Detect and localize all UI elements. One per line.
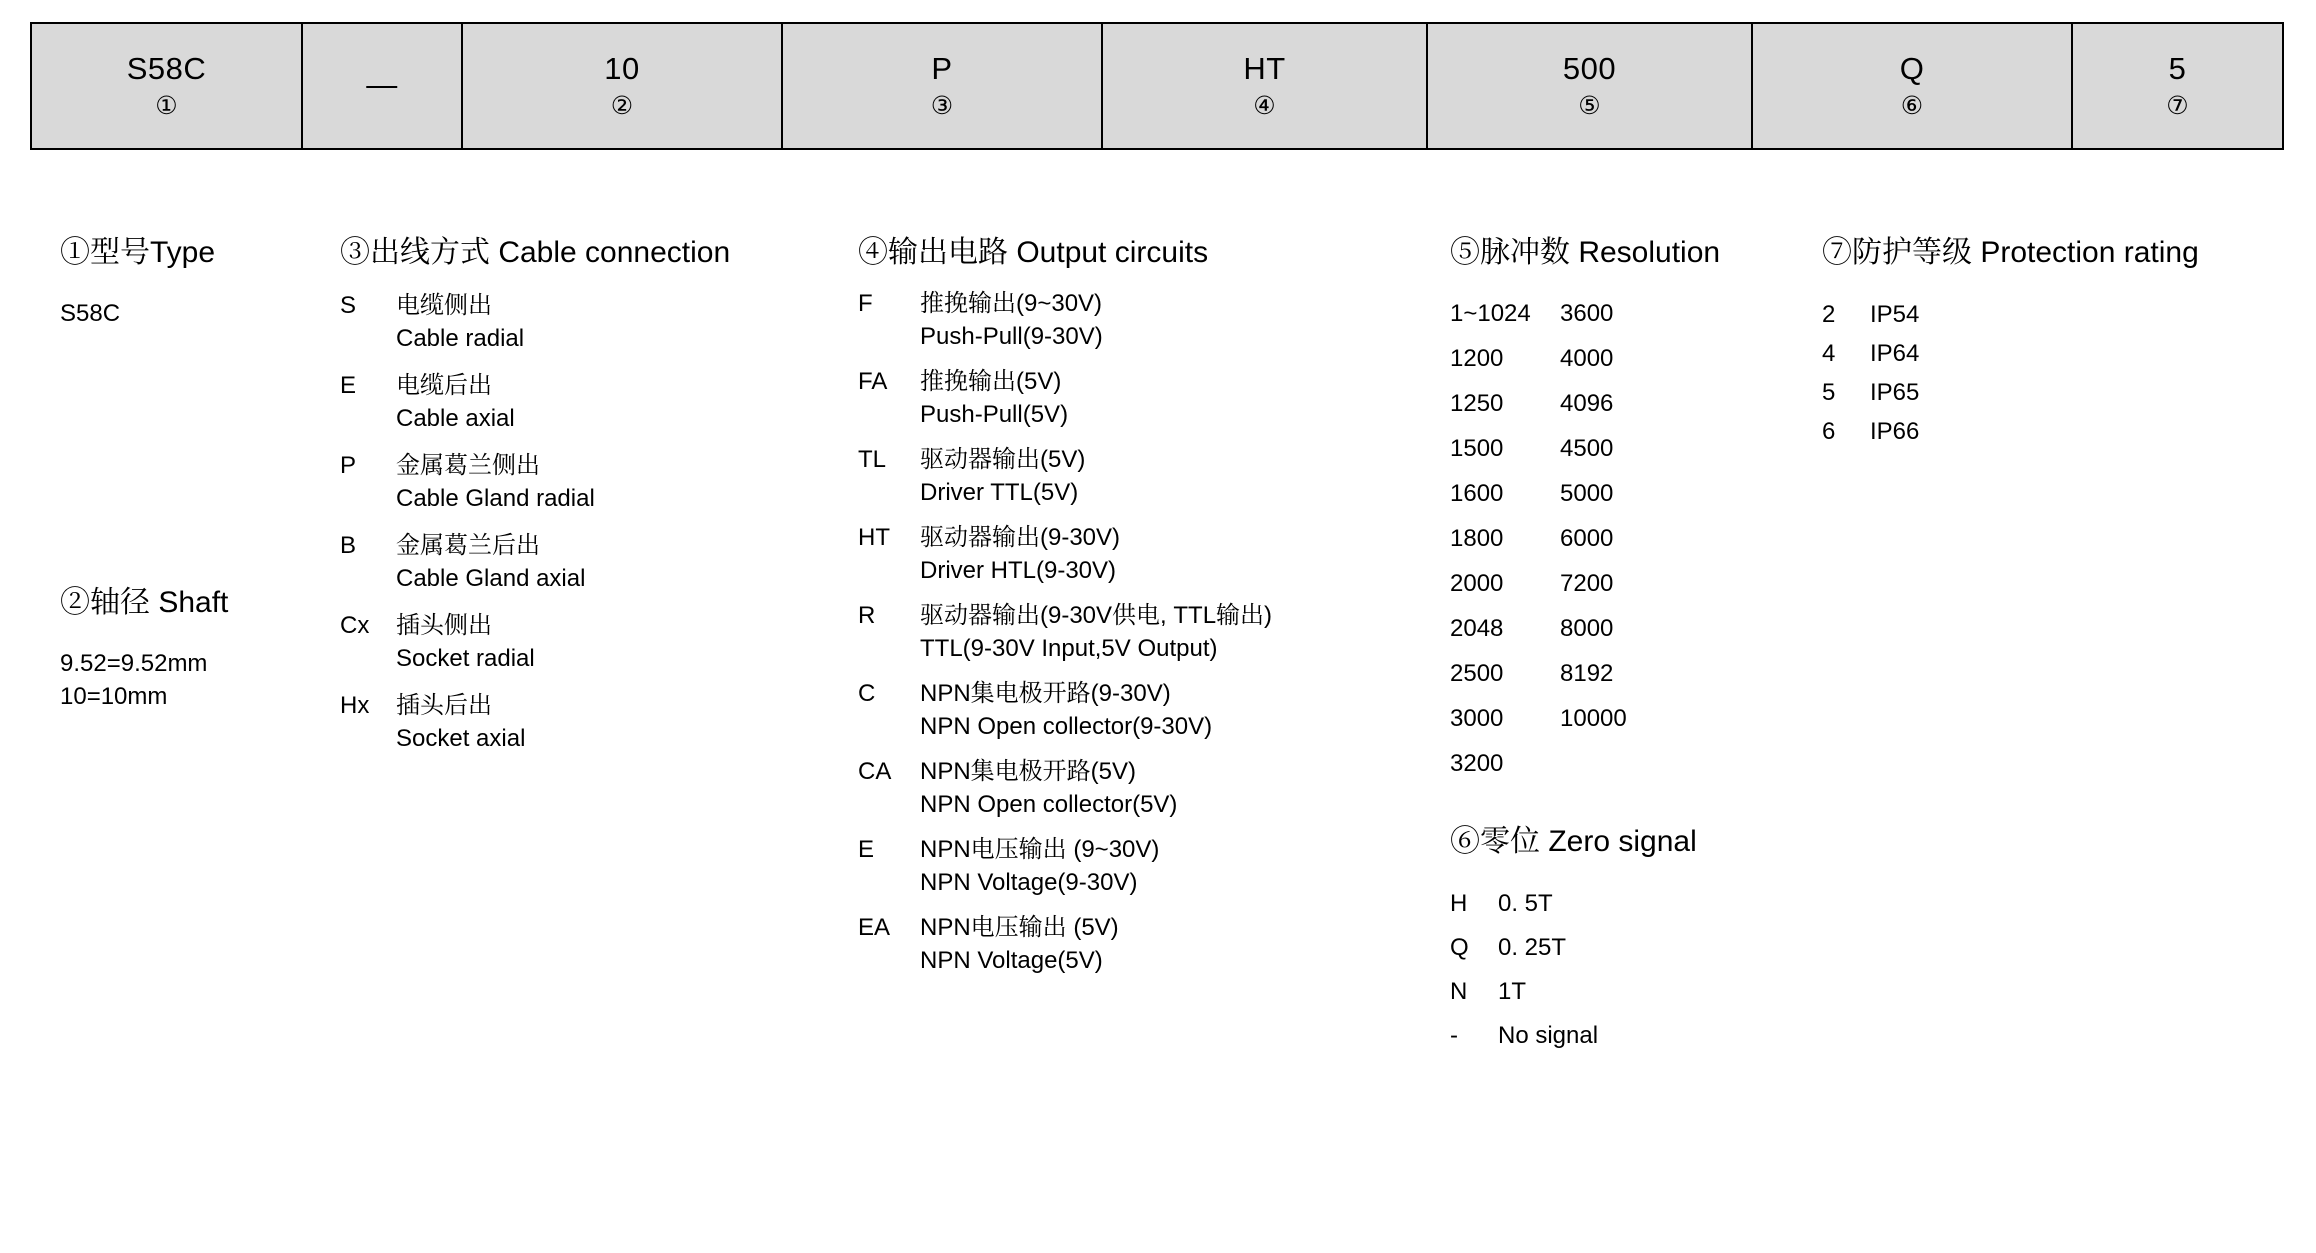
item-label-cn: NPN电压输出 (9~30V) [920, 836, 1160, 863]
item-key: FA [858, 368, 888, 395]
list-item [340, 449, 740, 515]
item-key: TL [858, 446, 887, 473]
item-key: 4 [1822, 340, 1836, 367]
list-item [1822, 295, 2262, 334]
item-key: Q [1450, 934, 1469, 961]
column-resolution-zero [1450, 235, 1820, 1058]
item-key: E [340, 372, 357, 399]
shaft-value-1: 9.52=9.52mm [60, 650, 208, 677]
resolution-right: 4000 [1560, 345, 1614, 372]
list-item [858, 911, 1428, 977]
item-label-cn: 电缆侧出 [396, 292, 492, 319]
item-label-en: Push-Pull(5V) [920, 401, 1069, 428]
item-key: - [1450, 1022, 1458, 1049]
item-key: 5 [1822, 379, 1836, 406]
item-value: No signal [1498, 1022, 1599, 1049]
item-label-en: Socket axial [396, 725, 526, 752]
item-key: S [340, 292, 357, 319]
code-marker: ② [610, 92, 634, 120]
code-cell-5 [1103, 24, 1428, 148]
item-label-en: Driver TTL(5V) [920, 479, 1079, 506]
type-value: S58C [60, 300, 121, 327]
item-label-en: Socket radial [396, 645, 535, 672]
item-label-cn: 金属葛兰后出 [396, 532, 540, 559]
code-marker: ④ [1253, 92, 1276, 120]
code-value: 5 [2168, 51, 2187, 86]
resolution-right: 4500 [1560, 435, 1614, 462]
list-item [858, 287, 1428, 353]
item-key: EA [858, 914, 891, 941]
resolution-right: 4096 [1560, 390, 1614, 417]
item-key: E [858, 836, 875, 863]
resolution-left: 3200 [1450, 750, 1504, 777]
resolution-left: 1800 [1450, 525, 1504, 552]
code-marker: ⑤ [1578, 92, 1601, 120]
code-value: P [931, 51, 953, 86]
column-output-circuits [858, 235, 1428, 977]
zero-signal-list [1450, 882, 1820, 1058]
resolution-right: 10000 [1560, 705, 1627, 732]
column-protection-rating [1822, 235, 2262, 451]
resolution-right: 8000 [1560, 615, 1614, 642]
list-item [858, 677, 1428, 743]
code-cell-2 [303, 24, 463, 148]
code-marker: ⑦ [2166, 92, 2189, 120]
resolution-left: 1500 [1450, 435, 1504, 462]
resolution-title: ⑤脉冲数 Resolution [1450, 236, 1721, 269]
item-key: Hx [340, 692, 370, 719]
list-item [858, 755, 1428, 821]
item-key: Cx [340, 612, 370, 639]
code-cell-4 [783, 24, 1103, 148]
resolution-right [1560, 741, 1820, 786]
code-value: Q [1899, 51, 1925, 86]
item-key: HT [858, 524, 890, 551]
resolution-left: 1600 [1450, 480, 1504, 507]
code-value: 10 [604, 51, 640, 86]
item-label-en: Push-Pull(9-30V) [920, 323, 1103, 350]
model-code-table [30, 22, 2284, 150]
item-value: 0. 25T [1498, 934, 1567, 961]
code-cell-1 [32, 24, 303, 148]
item-label-cn: 金属葛兰侧出 [396, 452, 540, 479]
item-label-en: Cable radial [396, 325, 525, 352]
item-value: IP54 [1870, 301, 1920, 328]
item-key: R [858, 602, 876, 629]
list-item [1822, 373, 2262, 412]
column-type-shaft [60, 235, 310, 713]
item-label-cn: 插头后出 [396, 692, 492, 719]
item-value: IP66 [1870, 418, 1920, 445]
resolution-right: 7200 [1560, 570, 1614, 597]
code-value: — [366, 67, 398, 102]
resolution-left: 1200 [1450, 345, 1504, 372]
cable-connection-title: ③出线方式 Cable connection [340, 236, 731, 269]
list-item [340, 529, 740, 595]
item-key: N [1450, 978, 1468, 1005]
shaft-value-2: 10=10mm [60, 683, 168, 710]
list-item [340, 289, 740, 355]
item-value: 0. 5T [1498, 890, 1553, 917]
protection-rating-title: ⑦防护等级 Protection rating [1822, 236, 2199, 269]
code-value: HT [1243, 51, 1286, 86]
item-key: 2 [1822, 301, 1836, 328]
zero-signal-title: ⑥零位 Zero signal [1450, 825, 1697, 858]
item-label-cn: 推挽输出(5V) [920, 368, 1062, 395]
item-key: CA [858, 758, 892, 785]
item-value: IP64 [1870, 340, 1920, 367]
item-label-en: TTL(9-30V Input,5V Output) [920, 635, 1218, 662]
list-item [858, 443, 1428, 509]
output-circuits-title: ④输出电路 Output circuits [858, 236, 1209, 269]
list-item [340, 609, 740, 675]
item-label-cn: 电缆后出 [396, 372, 492, 399]
resolution-left: 2048 [1450, 615, 1504, 642]
item-label-cn: 驱动器输出(9-30V供电, TTL输出) [920, 602, 1273, 629]
item-label-en: Cable Gland axial [396, 565, 586, 592]
item-key: H [1450, 890, 1468, 917]
item-label-en: Cable axial [396, 405, 515, 432]
list-item [1450, 882, 1820, 926]
item-value: 1T [1498, 978, 1527, 1005]
list-item [858, 833, 1428, 899]
resolution-left: 1~1024 [1450, 300, 1531, 327]
list-item [858, 599, 1428, 665]
item-label-en: NPN Voltage(9-30V) [920, 869, 1138, 896]
list-item [858, 365, 1428, 431]
resolution-right: 5000 [1560, 480, 1614, 507]
resolution-right: 8192 [1560, 660, 1614, 687]
code-marker: ③ [930, 92, 954, 120]
list-item [1450, 926, 1820, 970]
item-label-cn: NPN电压输出 (5V) [920, 914, 1119, 941]
resolution-left: 1250 [1450, 390, 1504, 417]
resolution-right: 3600 [1560, 300, 1614, 327]
item-key: 6 [1822, 418, 1836, 445]
list-item [1450, 970, 1820, 1014]
resolution-left: 3000 [1450, 705, 1504, 732]
protection-rating-list [1822, 295, 2262, 451]
item-key: P [340, 452, 357, 479]
code-value: 500 [1562, 51, 1617, 86]
resolution-grid [1450, 291, 1820, 786]
code-cell-3 [463, 24, 783, 148]
item-label-cn: NPN集电极开路(9-30V) [920, 680, 1171, 707]
list-item [340, 369, 740, 435]
code-cell-8 [2073, 24, 2282, 148]
column-cable-connection [340, 235, 740, 755]
item-value: IP65 [1870, 379, 1920, 406]
resolution-right: 6000 [1560, 525, 1614, 552]
code-cell-7 [1753, 24, 2073, 148]
code-marker: ① [155, 92, 178, 120]
item-label-cn: 驱动器输出(5V) [920, 446, 1086, 473]
list-item [340, 689, 740, 755]
item-label-en: Cable Gland radial [396, 485, 595, 512]
code-marker: ⑥ [1900, 92, 1924, 120]
list-item [1822, 412, 2262, 451]
item-label-en: Driver HTL(9-30V) [920, 557, 1117, 584]
item-label-cn: NPN集电极开路(5V) [920, 758, 1137, 785]
item-label-cn: 驱动器输出(9-30V) [920, 524, 1121, 551]
item-label-cn: 推挽输出(9~30V) [920, 290, 1103, 317]
type-title: ①型号Type [60, 236, 216, 269]
resolution-left: 2000 [1450, 570, 1504, 597]
item-label-en: NPN Open collector(9-30V) [920, 713, 1213, 740]
code-value: S58C [126, 51, 207, 86]
list-item [1450, 1014, 1820, 1058]
item-key: B [340, 532, 357, 559]
list-item [858, 521, 1428, 587]
shaft-title: ②轴径 Shaft [60, 586, 229, 619]
list-item [1822, 334, 2262, 373]
item-label-en: NPN Open collector(5V) [920, 791, 1178, 818]
resolution-left: 2500 [1450, 660, 1504, 687]
item-label-cn: 插头侧出 [396, 612, 492, 639]
code-cell-6 [1428, 24, 1753, 148]
item-label-en: NPN Voltage(5V) [920, 947, 1103, 974]
item-key: C [858, 680, 876, 707]
item-key: F [858, 290, 873, 317]
